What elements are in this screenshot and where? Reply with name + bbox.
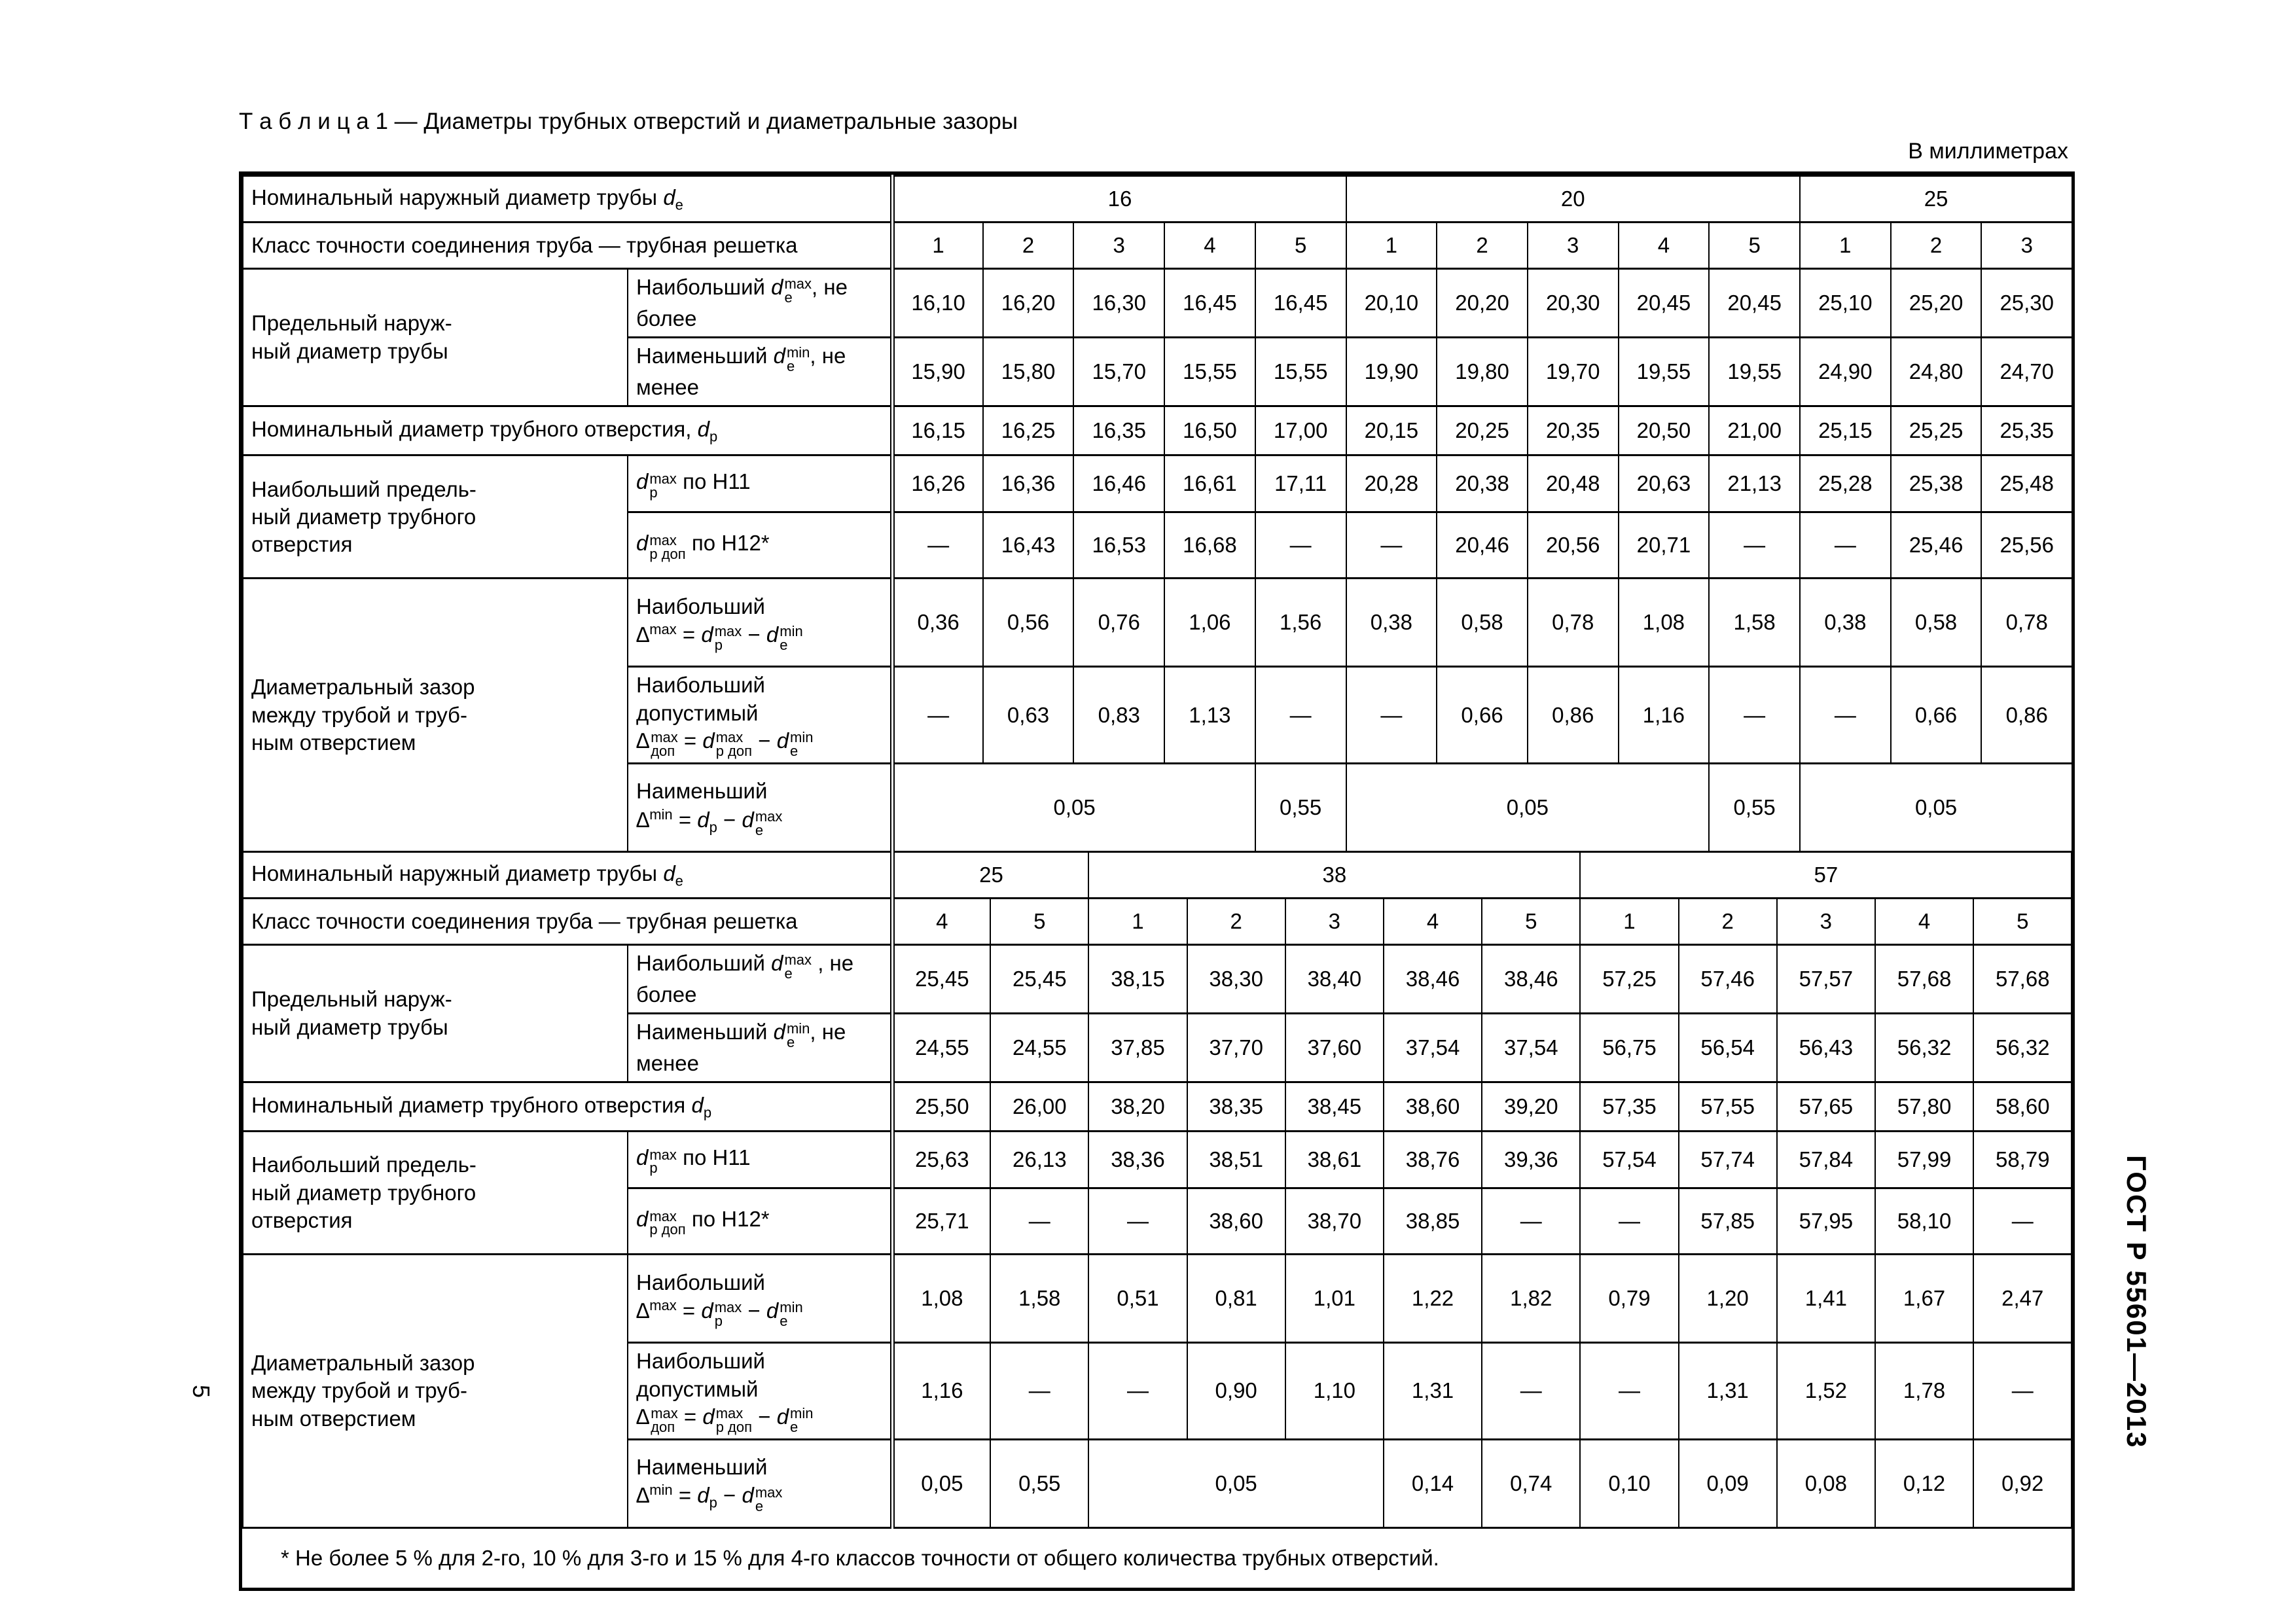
value-cell: — [990, 1188, 1088, 1255]
value-cell: 38,46 [1482, 944, 1580, 1013]
value-cell: 17,00 [1255, 406, 1346, 455]
value-cell: 1,67 [1875, 1255, 1973, 1343]
value-cell: 26,00 [990, 1082, 1088, 1132]
value-cell: 20,45 [1709, 269, 1800, 338]
value-cell: 1,08 [1619, 579, 1710, 667]
table-row [243, 223, 2072, 269]
value-cell: 58,60 [1973, 1082, 2072, 1132]
value-cell: — [1973, 1188, 2072, 1255]
value-cell: 5 [990, 898, 1088, 944]
value-cell: 1,52 [1777, 1343, 1875, 1439]
value-cell: 15,80 [983, 338, 1074, 406]
value-cell: 0,63 [983, 667, 1074, 763]
math-var: d max e [771, 275, 812, 306]
row-label: Номинальный наружный диаметр трубы $d_e$ [243, 853, 892, 899]
value-cell: 25,71 [892, 1188, 990, 1255]
value-cell: 57,80 [1875, 1082, 1973, 1132]
value-cell: 4 [1619, 223, 1710, 269]
value-cell: 0,55 [1255, 763, 1346, 851]
math-var: d min e [773, 344, 810, 375]
value-cell: 25,38 [1891, 455, 1982, 512]
value-cell: — [1482, 1188, 1580, 1255]
value-cell: 38,30 [1187, 944, 1285, 1013]
value-cell: 1,82 [1482, 1255, 1580, 1343]
value-cell: 0,09 [1679, 1439, 1777, 1527]
value-cell: 0,86 [1981, 667, 2072, 763]
value-cell: — [1255, 667, 1346, 763]
value-cell: 57,25 [1580, 944, 1678, 1013]
row-label: Диаметральный зазор между трубой и труб- ным отверстием [243, 579, 628, 851]
value-cell: 16,30 [1073, 269, 1164, 338]
value-cell: 25,46 [1891, 512, 1982, 579]
math-var: d max p доп [702, 728, 753, 759]
row-label: Наибольший d max e , не более [628, 269, 892, 338]
value-cell: 38,76 [1384, 1132, 1482, 1188]
value-cell: 1,08 [892, 1255, 990, 1343]
value-cell: 25,28 [1800, 455, 1891, 512]
math-var: d max p доп [636, 531, 686, 562]
value-cell: 2 [983, 223, 1074, 269]
math-var: d max p [636, 469, 677, 501]
value-cell: 1 [892, 223, 983, 269]
row-label: d max p доп по Н12* [628, 512, 892, 579]
value-cell: 1,78 [1875, 1343, 1973, 1439]
value-cell: 4 [1384, 898, 1482, 944]
table-1-wrapper [239, 171, 2075, 1591]
math-var: d min e [773, 1020, 810, 1051]
value-cell: 57,35 [1580, 1082, 1678, 1132]
math-var: d max e [742, 807, 783, 838]
value-cell: 4 [1164, 223, 1255, 269]
value-cell: 1,16 [1619, 667, 1710, 763]
value-cell: 2 [1187, 898, 1285, 944]
value-cell: 16 [892, 176, 1346, 223]
math-var: d min e [776, 1404, 814, 1435]
value-cell: 4 [892, 898, 990, 944]
math-var: d max e [742, 1483, 783, 1514]
value-cell: 24,55 [892, 1014, 990, 1082]
table-row [243, 406, 2072, 455]
row-label: Наибольший ∆$^{max}$ = d max p − d min e [628, 579, 892, 667]
math-var: ∆$^{min}$ [636, 1482, 673, 1508]
value-cell: 25,48 [1981, 455, 2072, 512]
row-label: Наибольший ∆$^{max}$ = d max p − d min e [628, 1255, 892, 1343]
value-cell: — [1088, 1188, 1187, 1255]
page-number: 5 [188, 1385, 215, 1399]
table-caption: Т а б л и ц а 1 — Диаметры трубных отверстий и диаметральные зазоры [239, 109, 1018, 134]
value-cell: 38,46 [1384, 944, 1482, 1013]
table-row [243, 1527, 2072, 1588]
footnote: * Не более 5 % для 2-го, 10 % для 3-го и 15 % для 4-го классов точности от общего количества трубных отверстий. [243, 1527, 2072, 1588]
math-var: ∆$^{max}$ [636, 1296, 677, 1323]
math-var: $d_p$ [697, 417, 718, 445]
value-cell: 57,95 [1777, 1188, 1875, 1255]
row-label: Предельный наруж- ный диаметр трубы [243, 944, 628, 1082]
value-cell: 25 [1800, 176, 2072, 223]
row-label: Номинальный наружный диаметр трубы $d_e$ [243, 176, 892, 223]
value-cell: — [892, 512, 983, 579]
value-cell: 57,57 [1777, 944, 1875, 1013]
value-cell: 1,10 [1285, 1343, 1384, 1439]
value-cell: 0,58 [1891, 579, 1982, 667]
table-row [243, 269, 2072, 338]
value-cell: 0,55 [990, 1439, 1088, 1527]
value-cell: 0,76 [1073, 579, 1164, 667]
value-cell: 16,35 [1073, 406, 1164, 455]
value-cell: 16,46 [1073, 455, 1164, 512]
value-cell: 57,99 [1875, 1132, 1973, 1188]
value-cell: 56,32 [1875, 1014, 1973, 1082]
value-cell: 57,68 [1875, 944, 1973, 1013]
value-cell: 16,50 [1164, 406, 1255, 455]
row-label: Номинальный диаметр трубного отверстия $d_p$ [243, 1082, 892, 1132]
value-cell: 0,83 [1073, 667, 1164, 763]
value-cell: 20,20 [1437, 269, 1528, 338]
value-cell: 0,05 [892, 1439, 990, 1527]
value-cell: 0,38 [1346, 579, 1437, 667]
value-cell: 20,46 [1437, 512, 1528, 579]
value-cell: 1,13 [1164, 667, 1255, 763]
value-cell: 1,01 [1285, 1255, 1384, 1343]
value-cell: 3 [1528, 223, 1619, 269]
value-cell: 0,92 [1973, 1439, 2072, 1527]
value-cell: 25,45 [892, 944, 990, 1013]
row-label: Наибольший допустимый ∆ max доп = d max p доп − d min e [628, 667, 892, 763]
value-cell: 0,90 [1187, 1343, 1285, 1439]
value-cell: 38 [1088, 853, 1580, 899]
value-cell: 1,58 [1709, 579, 1800, 667]
value-cell: 0,12 [1875, 1439, 1973, 1527]
value-cell: 58,10 [1875, 1188, 1973, 1255]
value-cell: 25,15 [1800, 406, 1891, 455]
value-cell: 0,05 [892, 763, 1255, 851]
value-cell: 20,71 [1619, 512, 1710, 579]
value-cell: — [1973, 1343, 2072, 1439]
value-cell: — [1709, 667, 1800, 763]
table-row [243, 176, 2072, 223]
value-cell: 0,86 [1528, 667, 1619, 763]
value-cell: 0,38 [1800, 579, 1891, 667]
value-cell: 15,90 [892, 338, 983, 406]
value-cell: 20,15 [1346, 406, 1437, 455]
value-cell: 3 [1981, 223, 2072, 269]
table-row [243, 853, 2072, 899]
value-cell: — [1800, 667, 1891, 763]
table-row [243, 1082, 2072, 1132]
value-cell: — [1346, 512, 1437, 579]
value-cell: 19,55 [1619, 338, 1710, 406]
math-var: ∆ max доп [636, 728, 678, 759]
value-cell: 57,55 [1679, 1082, 1777, 1132]
value-cell: 25,56 [1981, 512, 2072, 579]
value-cell: 25,35 [1981, 406, 2072, 455]
row-label: d max p доп по Н12* [628, 1188, 892, 1255]
value-cell: 0,74 [1482, 1439, 1580, 1527]
value-cell: 1,56 [1255, 579, 1346, 667]
value-cell: 38,45 [1285, 1082, 1384, 1132]
value-cell: 0,58 [1437, 579, 1528, 667]
row-label: Класс точности соединения труба — трубная решетка [243, 223, 892, 269]
value-cell: 25,45 [990, 944, 1088, 1013]
value-cell: 2,47 [1973, 1255, 2072, 1343]
value-cell: — [1482, 1343, 1580, 1439]
math-var: $d_e$ [663, 861, 683, 889]
value-cell: 38,85 [1384, 1188, 1482, 1255]
value-cell: 57,74 [1679, 1132, 1777, 1188]
row-label: Класс точности соединения труба — трубная решетка [243, 898, 892, 944]
value-cell: 16,10 [892, 269, 983, 338]
value-cell: 0,05 [1800, 763, 2072, 851]
row-label: Номинальный диаметр трубного отверстия, $d_p$ [243, 406, 892, 455]
value-cell: 0,14 [1384, 1439, 1482, 1527]
table-row [243, 455, 2072, 512]
value-cell: 16,68 [1164, 512, 1255, 579]
value-cell: 0,55 [1709, 763, 1800, 851]
row-label: d max p по Н11 [628, 1132, 892, 1188]
value-cell: 0,66 [1891, 667, 1982, 763]
value-cell: 16,20 [983, 269, 1074, 338]
math-var: $d_e$ [663, 185, 683, 213]
value-cell: 37,70 [1187, 1014, 1285, 1082]
value-cell: 20,30 [1528, 269, 1619, 338]
value-cell: 2 [1437, 223, 1528, 269]
value-cell: 0,51 [1088, 1255, 1187, 1343]
value-cell: 1,22 [1384, 1255, 1482, 1343]
value-cell: 38,60 [1187, 1188, 1285, 1255]
value-cell: 1,16 [892, 1343, 990, 1439]
row-label: Наибольший d max e , не более [628, 944, 892, 1013]
row-label: Наибольший предель- ный диаметр трубного отверстия [243, 1132, 628, 1255]
value-cell: 19,70 [1528, 338, 1619, 406]
value-cell: — [1346, 667, 1437, 763]
spec-table-upper [242, 175, 2073, 853]
value-cell: 1 [1088, 898, 1187, 944]
math-var: ∆$^{max}$ [636, 621, 677, 647]
value-cell: 24,90 [1800, 338, 1891, 406]
row-label: Наименьший d min e , не менее [628, 338, 892, 406]
value-cell: 20,63 [1619, 455, 1710, 512]
value-cell: — [1709, 512, 1800, 579]
value-cell: 57 [1580, 853, 2072, 899]
value-cell: 19,55 [1709, 338, 1800, 406]
value-cell: 1 [1580, 898, 1678, 944]
value-cell: 24,55 [990, 1014, 1088, 1082]
table-row [243, 579, 2072, 667]
value-cell: 16,26 [892, 455, 983, 512]
value-cell: 37,54 [1384, 1014, 1482, 1082]
value-cell: 0,08 [1777, 1439, 1875, 1527]
value-cell: 38,15 [1088, 944, 1187, 1013]
value-cell: 20,10 [1346, 269, 1437, 338]
math-var: d max p [701, 622, 742, 654]
value-cell: 16,15 [892, 406, 983, 455]
value-cell: 5 [1973, 898, 2072, 944]
value-cell: 57,68 [1973, 944, 2072, 1013]
value-cell: 25 [892, 853, 1088, 899]
value-cell: 25,20 [1891, 269, 1982, 338]
value-cell: 5 [1482, 898, 1580, 944]
value-cell: 38,51 [1187, 1132, 1285, 1188]
value-cell: 57,65 [1777, 1082, 1875, 1132]
value-cell: 16,45 [1164, 269, 1255, 338]
row-label: Наименьший $\Delta^{min} = d_p - d$ max e [628, 1439, 892, 1527]
value-cell: 20,35 [1528, 406, 1619, 455]
value-cell: 24,70 [1981, 338, 2072, 406]
value-cell: 3 [1285, 898, 1384, 944]
value-cell: 0,05 [1346, 763, 1710, 851]
value-cell: — [1580, 1188, 1678, 1255]
value-cell: 0,79 [1580, 1255, 1678, 1343]
value-cell: 0,56 [983, 579, 1074, 667]
math-var: d min e [766, 622, 803, 654]
value-cell: 17,11 [1255, 455, 1346, 512]
value-cell: 0,10 [1580, 1439, 1678, 1527]
value-cell: 16,61 [1164, 455, 1255, 512]
value-cell: 56,54 [1679, 1014, 1777, 1082]
value-cell: 25,25 [1891, 406, 1982, 455]
value-cell: 1,31 [1679, 1343, 1777, 1439]
value-cell: 37,54 [1482, 1014, 1580, 1082]
value-cell: 39,36 [1482, 1132, 1580, 1188]
value-cell: 20 [1346, 176, 1801, 223]
value-cell: 19,90 [1346, 338, 1437, 406]
value-cell: 25,50 [892, 1082, 990, 1132]
value-cell: — [1580, 1343, 1678, 1439]
value-cell: 20,38 [1437, 455, 1528, 512]
value-cell: 1 [1800, 223, 1891, 269]
value-cell: 38,35 [1187, 1082, 1285, 1132]
value-cell: 16,36 [983, 455, 1074, 512]
value-cell: 38,40 [1285, 944, 1384, 1013]
value-cell: 16,43 [983, 512, 1074, 579]
value-cell: 4 [1875, 898, 1973, 944]
value-cell: 16,45 [1255, 269, 1346, 338]
value-cell: 15,70 [1073, 338, 1164, 406]
value-cell: 56,32 [1973, 1014, 2072, 1082]
value-cell: 0,05 [1088, 1439, 1384, 1527]
units-note: В миллиметрах [1908, 139, 2068, 164]
value-cell: 25,10 [1800, 269, 1891, 338]
spec-table-lower [242, 853, 2072, 1588]
value-cell: 38,61 [1285, 1132, 1384, 1188]
value-cell: 57,46 [1679, 944, 1777, 1013]
value-cell: 15,55 [1255, 338, 1346, 406]
value-cell: 19,80 [1437, 338, 1528, 406]
row-label: Диаметральный зазор между трубой и труб- ным отверстием [243, 1255, 628, 1527]
value-cell: 20,28 [1346, 455, 1437, 512]
value-cell: 1 [1346, 223, 1437, 269]
math-var: d max e [771, 950, 812, 982]
value-cell: 24,80 [1891, 338, 1982, 406]
value-cell: 3 [1777, 898, 1875, 944]
value-cell: 1,31 [1384, 1343, 1482, 1439]
value-cell: 1,58 [990, 1255, 1088, 1343]
value-cell: 58,79 [1973, 1132, 2072, 1188]
value-cell: 20,45 [1619, 269, 1710, 338]
math-var: ∆$^{min}$ [636, 806, 673, 832]
value-cell: 1,41 [1777, 1255, 1875, 1343]
value-cell: 38,60 [1384, 1082, 1482, 1132]
value-cell: 20,50 [1619, 406, 1710, 455]
value-cell: 0,66 [1437, 667, 1528, 763]
math-var: d max p доп [702, 1404, 753, 1435]
row-label: Наименьший $\Delta^{min} = d_p - d$ max e [628, 763, 892, 851]
value-cell: 57,84 [1777, 1132, 1875, 1188]
value-cell: 0,36 [892, 579, 983, 667]
value-cell: 37,60 [1285, 1014, 1384, 1082]
math-var: $d_p$ [697, 1483, 717, 1511]
value-cell: 16,25 [983, 406, 1074, 455]
row-label: d max p по Н11 [628, 455, 892, 512]
value-cell: 25,63 [892, 1132, 990, 1188]
value-cell: 25,30 [1981, 269, 2072, 338]
value-cell: — [892, 667, 983, 763]
value-cell: 3 [1073, 223, 1164, 269]
value-cell: 38,70 [1285, 1188, 1384, 1255]
value-cell: — [1255, 512, 1346, 579]
value-cell: 20,25 [1437, 406, 1528, 455]
table-row [243, 944, 2072, 1013]
value-cell: — [1800, 512, 1891, 579]
value-cell: 38,36 [1088, 1132, 1187, 1188]
value-cell: 16,53 [1073, 512, 1164, 579]
math-var: $d_p$ [697, 807, 717, 836]
doc-code-vertical: ГОСТ Р 55601—2013 [2121, 1155, 2152, 1449]
value-cell: — [990, 1343, 1088, 1439]
math-var: d max p доп [636, 1207, 686, 1238]
value-cell: 21,00 [1709, 406, 1800, 455]
value-cell: 38,20 [1088, 1082, 1187, 1132]
value-cell: 56,43 [1777, 1014, 1875, 1082]
math-var: d max p [636, 1145, 677, 1177]
value-cell: 57,85 [1679, 1188, 1777, 1255]
value-cell: 2 [1679, 898, 1777, 944]
table-row [243, 1132, 2072, 1188]
value-cell: 2 [1891, 223, 1982, 269]
value-cell: 21,13 [1709, 455, 1800, 512]
value-cell: 20,56 [1528, 512, 1619, 579]
value-cell: 1,06 [1164, 579, 1255, 667]
value-cell: 26,13 [990, 1132, 1088, 1188]
row-label: Наименьший d min e , не менее [628, 1014, 892, 1082]
table-row [243, 898, 2072, 944]
value-cell: 5 [1709, 223, 1800, 269]
math-var: d max p [701, 1298, 742, 1330]
row-label: Наибольший допустимый ∆ max доп = d max p доп − d min e [628, 1343, 892, 1439]
row-label: Предельный наруж- ный диаметр трубы [243, 269, 628, 406]
value-cell: 5 [1255, 223, 1346, 269]
value-cell: 37,85 [1088, 1014, 1187, 1082]
value-cell: 57,54 [1580, 1132, 1678, 1188]
row-label: Наибольший предель- ный диаметр трубного отверстия [243, 455, 628, 579]
value-cell: 1,20 [1679, 1255, 1777, 1343]
value-cell: — [1088, 1343, 1187, 1439]
value-cell: 0,81 [1187, 1255, 1285, 1343]
math-var: d min e [766, 1298, 803, 1330]
math-var: $d_p$ [691, 1092, 712, 1121]
value-cell: 0,78 [1528, 579, 1619, 667]
math-var: ∆ max доп [636, 1404, 678, 1435]
math-var: d min e [776, 728, 814, 759]
value-cell: 20,48 [1528, 455, 1619, 512]
value-cell: 39,20 [1482, 1082, 1580, 1132]
value-cell: 56,75 [1580, 1014, 1678, 1082]
table-row [243, 1255, 2072, 1343]
value-cell: 15,55 [1164, 338, 1255, 406]
value-cell: 0,78 [1981, 579, 2072, 667]
